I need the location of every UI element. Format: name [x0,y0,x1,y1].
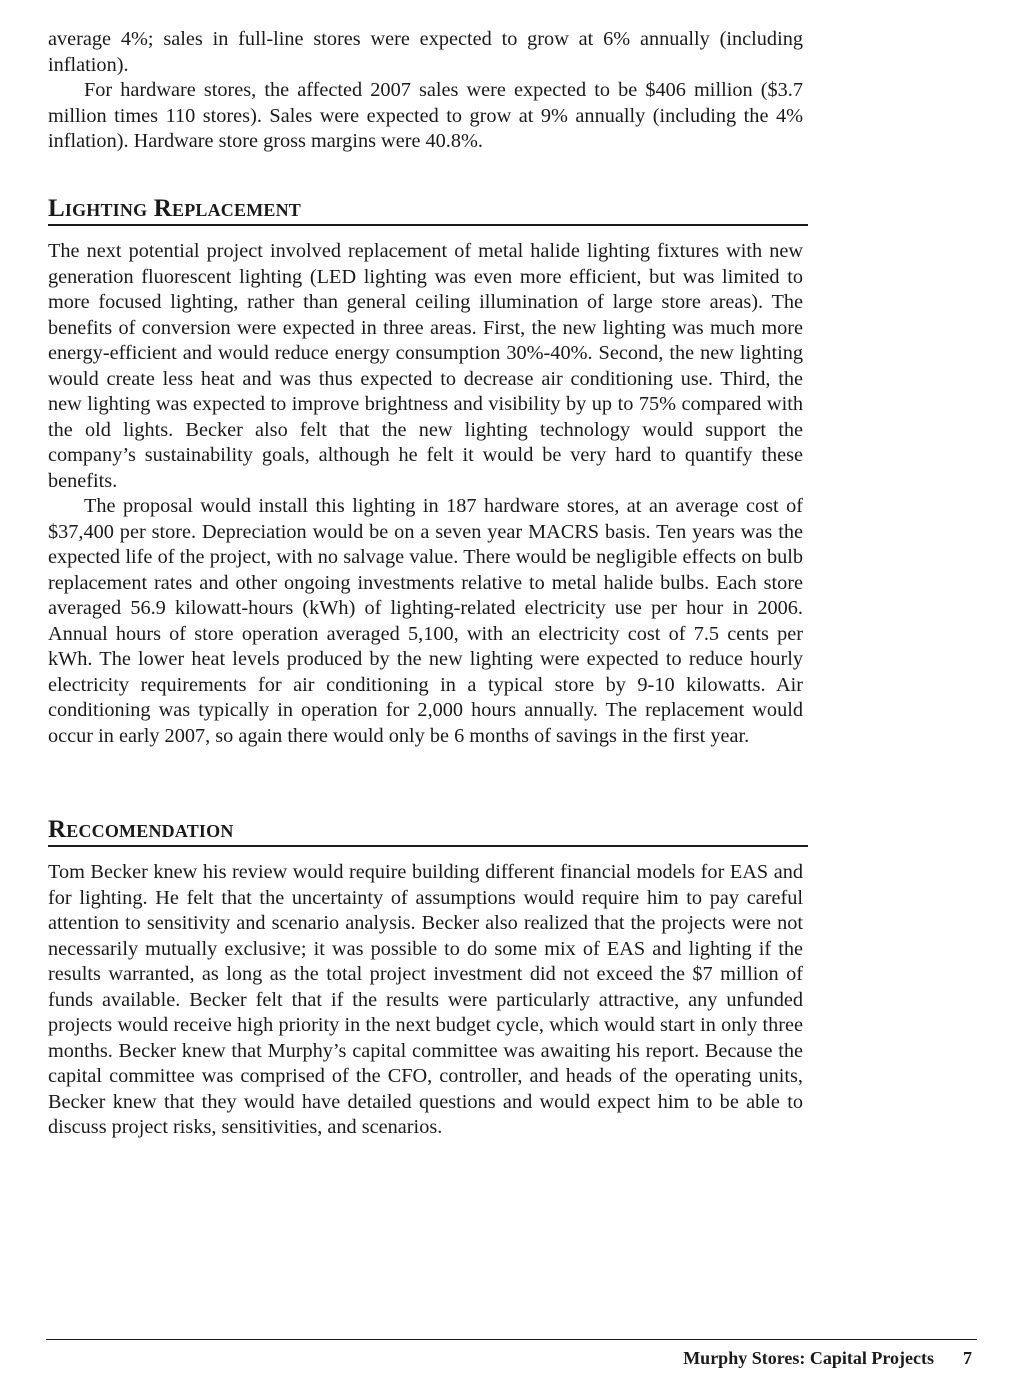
hardware-stores-paragraph: For hardware stores, the affected 2007 sales were expected to be $406 million ($3.7 million times 110 stores). Sales were expected to grow at 9% annually (including the 4% inflation). Hardware store gross margins were 40.8%. [48,79,803,152]
lighting-paragraph-benefits: The next potential project involved replacement of metal halide lighting fixtures with new generation fluorescent lighting (LED lighting was even more efficient, but was limited to more focused lighting, rather than general ceiling illumination of large store areas). The benefits of conversion were expected in three areas. First, the new lighting was much more energy-efficient and would reduce energy consumption 30%-40%. Second, the new lighting would create less heat and was thus expected to decrease air conditioning use. Third, the new lighting was expected to improve brightness and visibility by up to 75% compared with the old lights. Becker also felt that the new lighting technology would support the company’s sustainability goals, although he felt it would be very hard to quantify these benefits. [48,240,803,492]
recommendation-paragraph: Tom Becker knew his review would require building different financial models for EAS and for lighting. He felt that the uncertainty of assumptions would require him to pay careful attention to sensitivity and scenario analysis. Becker also realized that the projects were not necessarily mutually exclusive; it was possible to do some mix of EAS and lighting if the results warranted, as long as the total project investment did not exceed the $7 million of funds available. Becker felt that if the results were particularly attractive, any unfunded projects would receive high priority in the next budget cycle, which would start in only three months. Becker knew that Murphy’s capital committee was awaiting his report. Because the capital committee was comprised of the CFO, controller, and heads of the operating units, Becker knew that they would have detailed questions and would expect him to be able to discuss project risks, sensitivities, and scenarios. [48,861,803,1138]
recommendation-section-body [48,860,803,1141]
footer-rule [46,1339,977,1340]
lighting-paragraph-proposal: The proposal would install this lighting in 187 hardware stores, at an average cost of $37,400 per store. Depreciation would be on a seven year MACRS basis. Ten years was the expected life of the project, with no salvage value. There would be negligible effects on bulb replacement rates and other ongoing investments relative to metal halide bulbs. Each store averaged 56.9 kilowatt-hours (kWh) of lighting-related electricity use per hour in 2006. Annual hours of store operation averaged 5,100, with an electricity cost of 7.5 cents per kWh. The lower heat levels produced by the new lighting were expected to reduce hourly electricity requirements for air conditioning in a typical store by 9-10 kilowatts. Air conditioning was typically in operation for 2,000 hours annually. The replacement would occur in early 2007, so again there would only be 6 months of savings in the first year. [48,495,803,747]
footer-page-number: 7 [963,1348,972,1368]
continued-paragraph: average 4%; sales in full-line stores were expected to grow at 6% annually (including inflation). [48,28,803,76]
footer-document-title: Murphy Stores: Capital Projects [683,1348,934,1368]
lighting-section-body [48,239,803,749]
top-text-block [48,27,803,155]
recommendation-heading: Reccomendation [48,816,808,847]
lighting-replacement-heading: Lighting Replacement [48,195,808,226]
